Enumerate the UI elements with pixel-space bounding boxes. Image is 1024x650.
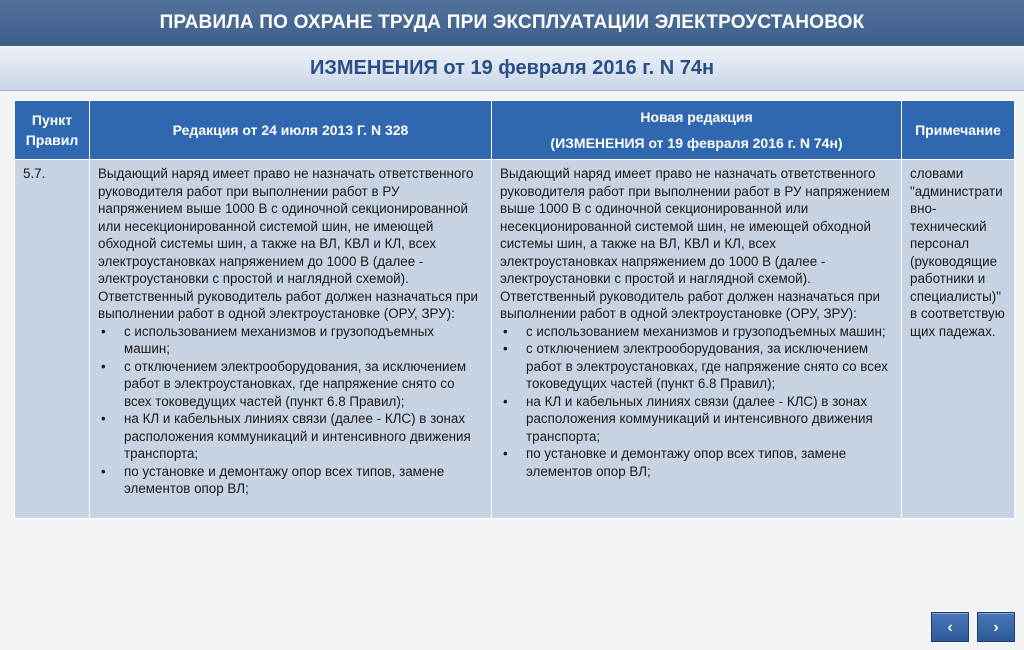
list-item: • с использованием механизмов и грузоподъемных машин; — [526, 323, 893, 341]
new-paragraph-2: Ответственный руководитель работ должен назначаться при выполнении работ в одной электроустановке (ОРУ, ЗРУ): — [500, 288, 881, 321]
old-paragraph-1: Выдающий наряд имеет право не назначать ответственного руководителя работ при выполнении работ в РУ напряжением выше 1000 В с одиночной секционированной или несекционированной системой шин, не имеющей обходной системы шин, а также на ВЛ, КВЛ и КЛ, всех электроустановках напряжением до 1000 В (далее - электроустановки с простой и наглядной схемой). — [98, 166, 474, 286]
column-header-old-edition: Редакция от 24 июля 2013 Г. N 328 — [90, 101, 492, 160]
slide-title: ПРАВИЛА ПО ОХРАНЕ ТРУДА ПРИ ЭКСПЛУАТАЦИИ ЭЛЕКТРОУСТАНОВОК — [159, 12, 865, 33]
column-header-note: Примечание — [902, 101, 1015, 160]
chevron-right-icon: › — [993, 619, 999, 636]
old-paragraph-2: Ответственный руководитель работ должен назначаться при выполнении работ в одной электроустановке (ОРУ, ЗРУ): — [98, 288, 479, 321]
table-row — [15, 160, 1015, 519]
column-header-new-edition — [492, 101, 902, 160]
old-bullet-list — [98, 323, 483, 498]
table-header-row — [15, 101, 1015, 160]
list-item: • с отключением электрооборудования, за исключением работ в электроустановках, где напряжение снято со всех токоведущих частей (пункт 6.8 Правил); — [124, 358, 483, 411]
slide-subtitle: ИЗМЕНЕНИЯ от 19 февраля 2016 г. N 74н — [309, 56, 715, 79]
chevron-left-icon: ‹ — [947, 619, 953, 636]
cell-note: словами "администрати вно-технический персонал (руководящие работники и специалисты)" в соответствую щих падежах. — [902, 160, 1015, 519]
list-item: • на КЛ и кабельных линиях связи (далее - КЛС) в зонах расположения коммуникаций и интенсивного движения транспорта; — [124, 410, 483, 463]
list-item: • по установке и демонтажу опор всех типов, замене элементов опор ВЛ; — [124, 463, 483, 498]
comparison-table — [14, 100, 1015, 519]
list-item: • по установке и демонтажу опор всех типов, замене элементов опор ВЛ; — [526, 445, 893, 480]
new-bullet-list — [500, 323, 893, 481]
new-paragraph-1: Выдающий наряд имеет право не назначать ответственного руководителя работ при выполнении работ в РУ напряжением выше 1000 В с одиночной секционированной или несекционированной системой шин, не имеющей обходной системы шин, а также на ВЛ, КВЛ и КЛ, всех электроустановках напряжением до 1000 В (далее - электроустановки с простой и наглядной схемой). — [500, 166, 890, 286]
list-item: • с отключением электрооборудования, за исключением работ в электроустановках, где напряжение снято со всех токоведущих частей (пункт 6.8 Правил); — [526, 340, 893, 393]
column-header-new-line2: (ИЗМЕНЕНИЯ от 19 февраля 2016 г. N 74н) — [550, 135, 843, 151]
list-item: • на КЛ и кабельных линиях связи (далее - КЛС) в зонах расположения коммуникаций и интенсивного движения транспорта; — [526, 393, 893, 446]
column-header-point: Пункт Правил — [15, 101, 90, 160]
cell-old-edition — [90, 160, 492, 519]
next-slide-button[interactable] — [977, 612, 1015, 642]
list-item: • с использованием механизмов и грузоподъемных машин; — [124, 323, 483, 358]
cell-point: 5.7. — [15, 160, 90, 519]
cell-new-edition — [492, 160, 902, 519]
slide-title-bar — [0, 0, 1024, 46]
prev-slide-button[interactable] — [931, 612, 969, 642]
column-header-new-line1: Новая редакция — [640, 109, 753, 125]
slide-subtitle-bar — [0, 46, 1024, 91]
